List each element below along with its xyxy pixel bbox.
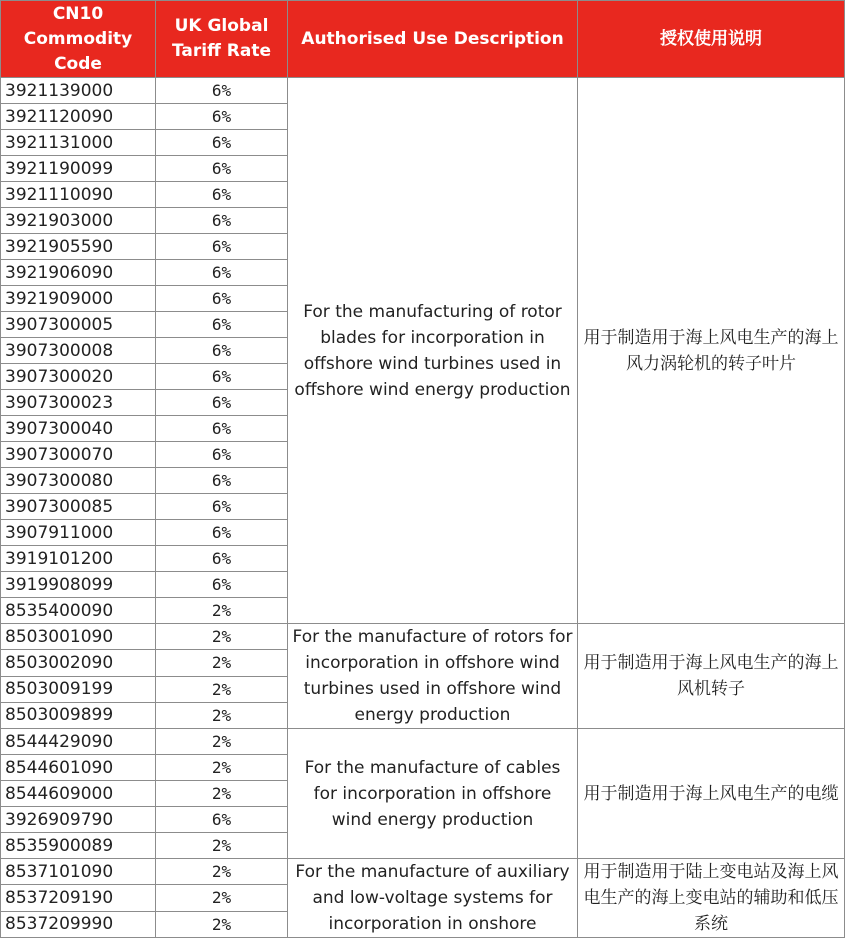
commodity-code-cell: 3907300040: [1, 416, 156, 442]
commodity-code-cell: 8544601090: [1, 755, 156, 781]
tariff-rate-cell: 6%: [156, 572, 288, 598]
tariff-rate-cell: 2%: [156, 859, 288, 885]
commodity-code-cell: 8503009899: [1, 702, 156, 728]
commodity-code-cell: 3907300070: [1, 442, 156, 468]
commodity-code-cell: 3921903000: [1, 208, 156, 234]
table-row: [1, 729, 845, 755]
tariff-rate-cell: 6%: [156, 494, 288, 520]
header-tariff-rate: UK Global Tariff Rate: [156, 1, 288, 78]
table-row: [1, 78, 845, 104]
table-row: [1, 859, 845, 885]
authorised-use-description-zh: 用于制造用于陆上变电站及海上风电生产的海上变电站的辅助和低压系统: [578, 859, 845, 938]
tariff-rate-cell: 6%: [156, 182, 288, 208]
tariff-rate-cell: 6%: [156, 104, 288, 130]
commodity-code-cell: 3926909790: [1, 807, 156, 833]
authorised-use-description-zh: 用于制造用于海上风电生产的海上风力涡轮机的转子叶片: [578, 78, 845, 624]
tariff-rate-cell: 6%: [156, 442, 288, 468]
tariff-rate-cell: 2%: [156, 755, 288, 781]
authorised-use-description-zh: 用于制造用于海上风电生产的电缆: [578, 729, 845, 859]
authorised-use-description-zh: 用于制造用于海上风电生产的海上风机转子: [578, 624, 845, 729]
tariff-rate-cell: 2%: [156, 650, 288, 676]
tariff-rate-cell: 6%: [156, 78, 288, 104]
tariff-rate-cell: 6%: [156, 130, 288, 156]
commodity-code-cell: 3907300008: [1, 338, 156, 364]
table-row: [1, 624, 845, 650]
tariff-rate-cell: 2%: [156, 598, 288, 624]
commodity-code-cell: 3907300085: [1, 494, 156, 520]
tariff-rate-cell: 6%: [156, 260, 288, 286]
tariff-rate-cell: 6%: [156, 546, 288, 572]
commodity-code-cell: 3907300023: [1, 390, 156, 416]
tariff-rate-cell: 6%: [156, 468, 288, 494]
tariff-rate-cell: 2%: [156, 885, 288, 911]
tariff-rate-cell: 2%: [156, 911, 288, 937]
commodity-code-cell: 3921906090: [1, 260, 156, 286]
tariff-rate-cell: 2%: [156, 624, 288, 650]
commodity-code-cell: 8544609000: [1, 781, 156, 807]
tariff-rate-cell: 2%: [156, 781, 288, 807]
commodity-code-cell: 8535400090: [1, 598, 156, 624]
header-row: [1, 1, 845, 78]
authorised-use-description: For the manufacture of auxiliary and low-voltage systems for incorporation in onshore: [288, 859, 578, 938]
commodity-code-cell: 3921190099: [1, 156, 156, 182]
authorised-use-description: For the manufacturing of rotor blades for incorporation in offshore wind turbines used in offshore wind energy production: [288, 78, 578, 624]
commodity-code-cell: 8537101090: [1, 859, 156, 885]
commodity-code-cell: 3921120090: [1, 104, 156, 130]
commodity-code-cell: 8535900089: [1, 833, 156, 859]
header-description: Authorised Use Description: [288, 1, 578, 78]
table-body: [1, 78, 845, 938]
commodity-code-cell: 3907300005: [1, 312, 156, 338]
header-commodity-code: CN10 Commodity Code: [1, 1, 156, 78]
commodity-code-cell: 3921131000: [1, 130, 156, 156]
tariff-rate-cell: 6%: [156, 364, 288, 390]
commodity-code-cell: 3919908099: [1, 572, 156, 598]
tariff-rate-cell: 6%: [156, 520, 288, 546]
commodity-code-cell: 3907300020: [1, 364, 156, 390]
tariff-rate-cell: 6%: [156, 234, 288, 260]
commodity-code-cell: 8544429090: [1, 729, 156, 755]
tariff-rate-cell: 6%: [156, 807, 288, 833]
tariff-rate-cell: 6%: [156, 208, 288, 234]
commodity-code-cell: 3921905590: [1, 234, 156, 260]
tariff-rate-cell: 2%: [156, 729, 288, 755]
commodity-code-cell: 3907300080: [1, 468, 156, 494]
tariff-rate-cell: 2%: [156, 676, 288, 702]
commodity-code-cell: 8503009199: [1, 676, 156, 702]
tariff-rate-cell: 6%: [156, 338, 288, 364]
tariff-rate-cell: 6%: [156, 286, 288, 312]
tariff-rate-cell: 2%: [156, 702, 288, 728]
commodity-code-cell: 8503002090: [1, 650, 156, 676]
commodity-code-cell: 8537209990: [1, 911, 156, 937]
commodity-code-cell: 8537209190: [1, 885, 156, 911]
tariff-rate-cell: 6%: [156, 156, 288, 182]
commodity-code-cell: 3919101200: [1, 546, 156, 572]
header-description-zh: 授权使用说明: [578, 1, 845, 78]
commodity-code-cell: 3921909000: [1, 286, 156, 312]
tariff-rate-cell: 6%: [156, 416, 288, 442]
authorised-use-description: For the manufacture of rotors for incorporation in offshore wind turbines used in offshore wind energy production: [288, 624, 578, 729]
authorised-use-description: For the manufacture of cables for incorporation in offshore wind energy production: [288, 729, 578, 859]
commodity-code-cell: 3921139000: [1, 78, 156, 104]
commodity-code-cell: 3907911000: [1, 520, 156, 546]
tariff-rate-cell: 2%: [156, 833, 288, 859]
tariff-rate-cell: 6%: [156, 390, 288, 416]
commodity-code-cell: 3921110090: [1, 182, 156, 208]
commodity-code-cell: 8503001090: [1, 624, 156, 650]
tariff-rate-cell: 6%: [156, 312, 288, 338]
